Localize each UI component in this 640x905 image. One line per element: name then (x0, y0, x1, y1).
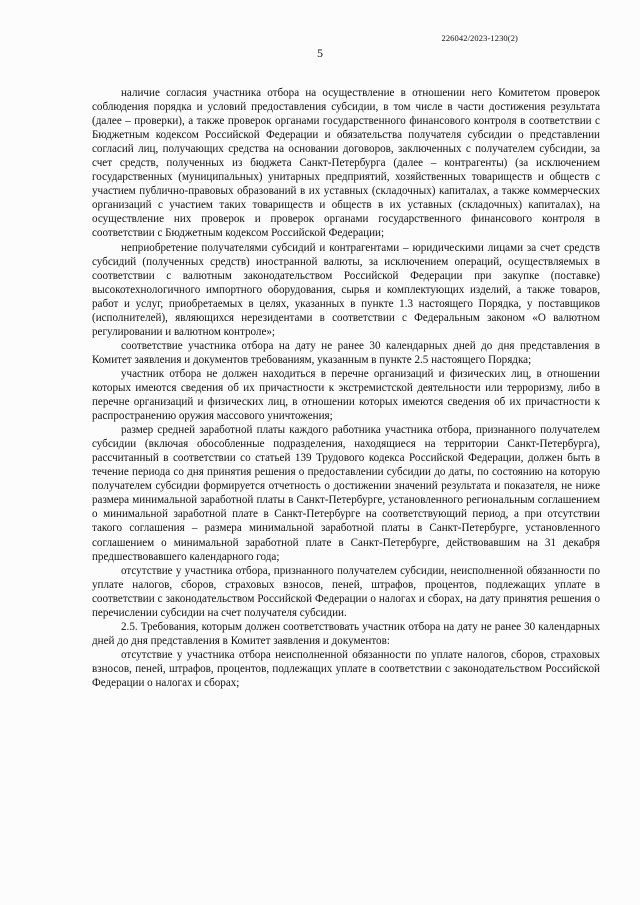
paragraph-section-2-5: 2.5. Требования, которым должен соответствовать участник отбора на дату не ранее 30 календарных дней до дня представления в Комитет заявления и документов: (92, 620, 600, 647)
document-registration-number: 226042/2023-1230(2) (441, 33, 518, 43)
paragraph-extremism-list: участник отбора не должен находиться в перечне организаций и физических лиц, в отношении которых имеются сведения об их причастности к экстремистской деятельности или терроризму, либо в перечне организаций и физических лиц, в отношении которых имеются сведения об их причастности к распространению оружия массового уничтожения; (92, 367, 600, 423)
paragraph-foreign-currency: неприобретение получателями субсидий и контрагентами – юридическими лицами за счет средств субсидий (полученных средств) иностранной валюты, за исключением операций, осуществляемых в соответствии с валютным законодательством Российской Федерации при закупке (поставке) высокотехнологичного импортного оборудования, сырья и комплектующих изделий, а также товаров, работ и услуг, приобретаемых в целях, указанных в пункте 1.3 настоящего Порядка, у поставщиков (исполнителей), являющихся нерезидентами в соответствии с Федеральным законом «О валютном регулировании и валютном контроле»; (92, 241, 600, 338)
document-body (92, 86, 600, 690)
paragraph-no-unfulfilled-obligation: отсутствие у участника отбора неисполненной обязанности по уплате налогов, сборов, страховых взносов, пеней, штрафов, процентов, подлежащих уплате в соответствии с законодательством Российской Федерации о налогах и сборах; (92, 648, 600, 689)
paragraph-no-tax-debt: отсутствие у участника отбора, признанного получателем субсидии, неисполненной обязанности по уплате налогов, сборов, страховых взносов, пеней, штрафов, процентов, подлежащих уплате в соответствии с законодательством Российской Федерации о налогах и сборах, на дату принятия решения о перечислении субсидии на счет получателя субсидии. (92, 564, 600, 619)
paragraph-consent-to-inspections: наличие согласия участника отбора на осуществление в отношении него Комитетом проверок соблюдения порядка и условий предоставления субсидии, в том числе в части достижения результата (далее – проверки), а также проверок органами государственного финансового контроля в соответствии с Бюджетным кодексом Российской Федерации и обязательства получателя субсидии о представлении согласий лиц, получающих средства на основании договоров, заключенных с получателем субсидии, за счет средств, полученных из бюджета Санкт-Петербурга (далее – контрагенты) (за исключением государственных (муниципальных) унитарных предприятий, хозяйственных товариществ и обществ с участием публично-правовых образований в их уставных (складочных) капиталах, а также коммерческих организаций с участием таких товариществ и обществ в их уставных (складочных) капиталах), на осуществление них проверок и проверок органами государственного финансового контроля в соответствии с Бюджетным кодексом Российской Федерации; (92, 87, 600, 240)
paragraph-average-salary: размер средней заработной платы каждого работника участника отбора, признанного получателем субсидии (включая обособленные подразделения, находящиеся на территории Санкт-Петербурга), рассчитанный в соответствии со статьей 139 Трудового кодекса Российской Федерации, должен быть в течение периода со дня принятия решения о предоставлении субсидии до даты, по состоянию на которую получателем субсидии формируется отчетность о достижении значений результата и показателя, не ниже размера минимальной заработной платы в Санкт-Петербурге, установленного региональным соглашением о минимальной заработной плате в Санкт-Петербурге на соответствующий период, а при отсутствии такого соглашения – размера минимальной заработной платы в Санкт-Петербурге, установленного соглашением о минимальной заработной плате в Санкт-Петербурге, действовавшим на 31 декабря предшествовавшего календарного года; (92, 424, 600, 563)
page-number: 5 (317, 46, 323, 60)
paragraph-compliance-2-5: соответствие участника отбора на дату не ранее 30 календарных дней до дня представления в Комитет заявления и документов требованиям, указанным в пункте 2.5 настоящего Порядка; (92, 339, 600, 366)
